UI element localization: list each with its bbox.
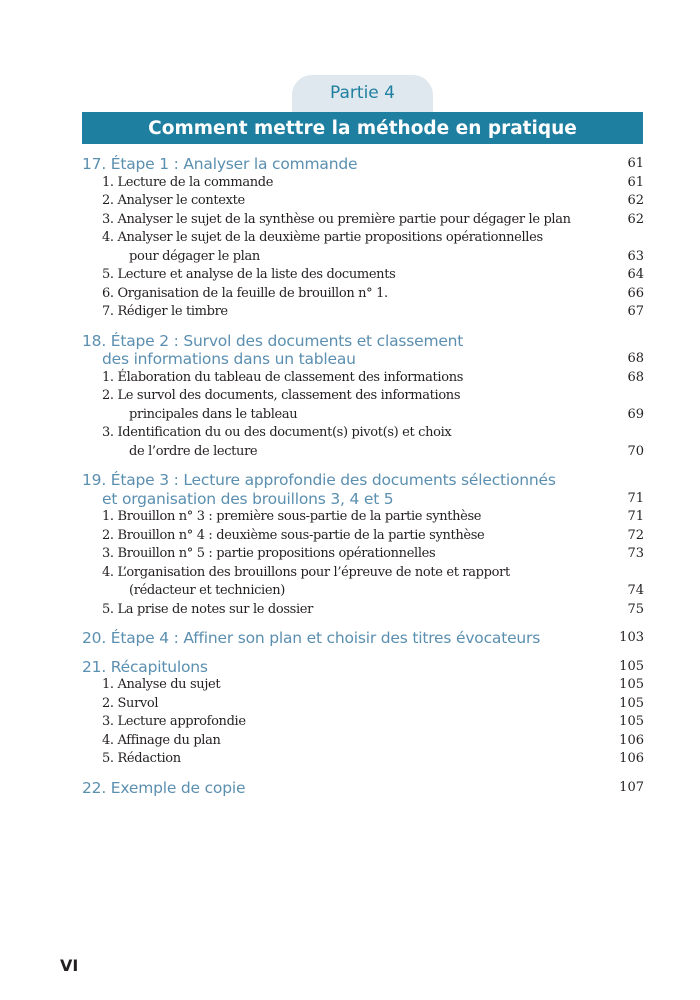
section-entry[interactable] [82, 211, 644, 230]
chapter-page-number: 107 [619, 779, 644, 795]
section-page-number: 64 [627, 267, 644, 282]
toc-chapter [82, 471, 644, 619]
table-of-contents [82, 155, 644, 797]
section-entry[interactable] [82, 695, 644, 714]
section-page-number: 66 [627, 285, 644, 301]
chapter-title [82, 332, 463, 369]
section-page-number: 62 [627, 211, 644, 227]
chapter-title-text: 17. Étape 1 : Analyser la commande [82, 155, 358, 173]
section-entry[interactable] [82, 369, 644, 388]
section-entry[interactable] [82, 192, 644, 211]
section-title [82, 508, 481, 527]
section-list [82, 174, 644, 322]
section-list [82, 508, 644, 619]
section-title [82, 369, 463, 388]
section-title [82, 713, 246, 732]
section-entry[interactable] [82, 601, 644, 620]
section-title [82, 174, 273, 193]
section-title-text: 2. Analyser le contexte [102, 193, 245, 208]
section-page-number: 105 [619, 714, 644, 729]
section-entry[interactable] [82, 676, 644, 695]
section-page-number: 68 [627, 369, 644, 385]
section-page-number: 63 [627, 248, 644, 264]
section-title-text: 3. Lecture approfondie [102, 714, 246, 729]
section-entry[interactable] [82, 303, 644, 322]
section-page-number: 106 [619, 732, 644, 748]
section-page-number: 106 [619, 751, 644, 766]
chapter-title-continuation: des informations dans un tableau [102, 350, 356, 368]
section-title [82, 192, 245, 211]
section-entry[interactable] [82, 750, 644, 769]
chapter-page-number: 68 [627, 351, 644, 366]
toc-chapter [82, 658, 644, 769]
section-title [82, 211, 571, 230]
section-title-text: 3. Identification du ou des document(s) pivot(s) et choix [102, 425, 452, 440]
section-entry[interactable] [82, 174, 644, 193]
chapter-entry[interactable] [82, 779, 644, 798]
chapter-entry[interactable] [82, 629, 644, 648]
section-title [82, 387, 460, 424]
section-entry[interactable] [82, 545, 644, 564]
section-page-number: 61 [627, 174, 644, 190]
section-entry[interactable] [82, 527, 644, 546]
section-title [82, 676, 220, 695]
section-page-number: 70 [627, 443, 644, 459]
section-title-continuation: pour dégager le plan [129, 248, 260, 264]
chapter-entry[interactable] [82, 658, 644, 677]
section-title-text: 3. Analyser le sujet de la synthèse ou première partie pour dégager le plan [102, 211, 571, 227]
chapter-title [82, 658, 208, 677]
section-title [82, 545, 435, 564]
chapter-entry[interactable] [82, 332, 644, 369]
section-title [82, 266, 395, 285]
section-title-text: 2. Brouillon n° 4 : deuxième sous-partie de la partie synthèse [102, 527, 485, 543]
toc-chapter [82, 332, 644, 462]
chapter-page-number: 61 [627, 156, 644, 171]
section-page-number: 73 [627, 546, 644, 561]
chapter-title [82, 471, 556, 508]
section-title-text: 6. Organisation de la feuille de brouillon n° 1. [102, 285, 388, 301]
section-title-text: 2. Survol [102, 695, 159, 711]
section-title-text: 3. Brouillon n° 5 : partie propositions opérationnelles [102, 546, 436, 561]
section-list [82, 369, 644, 462]
section-page-number: 74 [627, 583, 644, 598]
toc-chapter [82, 155, 644, 322]
section-entry[interactable] [82, 732, 644, 751]
section-title-text: 4. Affinage du plan [102, 732, 221, 748]
section-title [82, 424, 451, 461]
section-title-text: 1. Lecture de la commande [102, 174, 274, 190]
toc-chapter [82, 629, 644, 648]
part-tab [292, 75, 433, 113]
section-title-text: 1. Élaboration du tableau de classement des informations [102, 369, 464, 385]
section-title-text: 5. La prise de notes sur le dossier [102, 601, 313, 617]
section-entry[interactable] [82, 387, 644, 424]
chapter-page-number: 105 [619, 658, 644, 674]
section-title [82, 601, 313, 620]
section-entry[interactable] [82, 424, 644, 461]
section-page-number: 105 [619, 677, 644, 692]
chapter-title [82, 155, 357, 174]
section-title [82, 527, 484, 546]
chapter-page-number: 103 [619, 630, 644, 645]
section-title [82, 303, 228, 322]
section-page-number: 105 [619, 695, 644, 711]
section-entry[interactable] [82, 713, 644, 732]
section-title [82, 564, 510, 601]
section-title-continuation: (rédacteur et technicien) [129, 583, 285, 598]
section-title-text: 5. Lecture et analyse de la liste des documents [102, 267, 396, 282]
chapter-title-text: 22. Exemple de copie [82, 778, 246, 797]
section-page-number: 72 [627, 527, 644, 543]
section-page-number: 75 [627, 601, 644, 617]
section-title [82, 285, 388, 304]
section-entry[interactable] [82, 564, 644, 601]
section-page-number: 71 [627, 509, 644, 524]
section-entry[interactable] [82, 508, 644, 527]
section-entry[interactable] [82, 229, 644, 266]
section-title-continuation: principales dans le tableau [129, 406, 298, 422]
chapter-title-continuation: et organisation des brouillons 3, 4 et 5 [102, 489, 394, 508]
section-title [82, 732, 221, 751]
part-title-banner [82, 112, 643, 144]
toc-chapter [82, 779, 644, 798]
section-title-text: 2. Le survol des documents, classement des informations [102, 388, 461, 403]
section-title-text: 4. L’organisation des brouillons pour l’épreuve de note et rapport [102, 564, 510, 580]
section-page-number: 67 [627, 304, 644, 319]
section-title-text: 1. Brouillon n° 3 : première sous-partie de la partie synthèse [102, 509, 482, 524]
chapter-entry[interactable] [82, 155, 644, 174]
section-title [82, 695, 158, 714]
section-title-text: 5. Rédaction [102, 751, 181, 766]
chapter-title [82, 779, 245, 798]
chapter-title-text: 19. Étape 3 : Lecture approfondie des documents sélectionnés [82, 471, 556, 489]
section-title-text: 1. Analyse du sujet [102, 677, 221, 692]
chapter-title-text: 21. Récapitulons [82, 657, 208, 676]
section-entry[interactable] [82, 285, 644, 304]
section-page-number: 62 [627, 193, 644, 208]
chapter-title-text: 20. Étape 4 : Affiner son plan et choisir des titres évocateurs [82, 629, 541, 647]
chapter-page-number: 71 [627, 490, 644, 506]
part-label: Partie 4 [330, 83, 395, 103]
part-title: Comment mettre la méthode en pratique [148, 117, 577, 139]
chapter-title-text: 18. Étape 2 : Survol des documents et classement [82, 331, 464, 350]
page-folio: VI [60, 956, 79, 975]
chapter-entry[interactable] [82, 471, 644, 508]
section-title-text: 4. Analyser le sujet de la deuxième partie propositions opérationnelles [102, 230, 543, 245]
section-list [82, 676, 644, 769]
section-page-number: 69 [627, 406, 644, 422]
section-title-text: 7. Rédiger le timbre [102, 304, 228, 319]
chapter-title [82, 629, 540, 648]
section-title [82, 750, 181, 769]
section-title-continuation: de l’ordre de lecture [129, 443, 258, 459]
section-entry[interactable] [82, 266, 644, 285]
section-title [82, 229, 543, 266]
